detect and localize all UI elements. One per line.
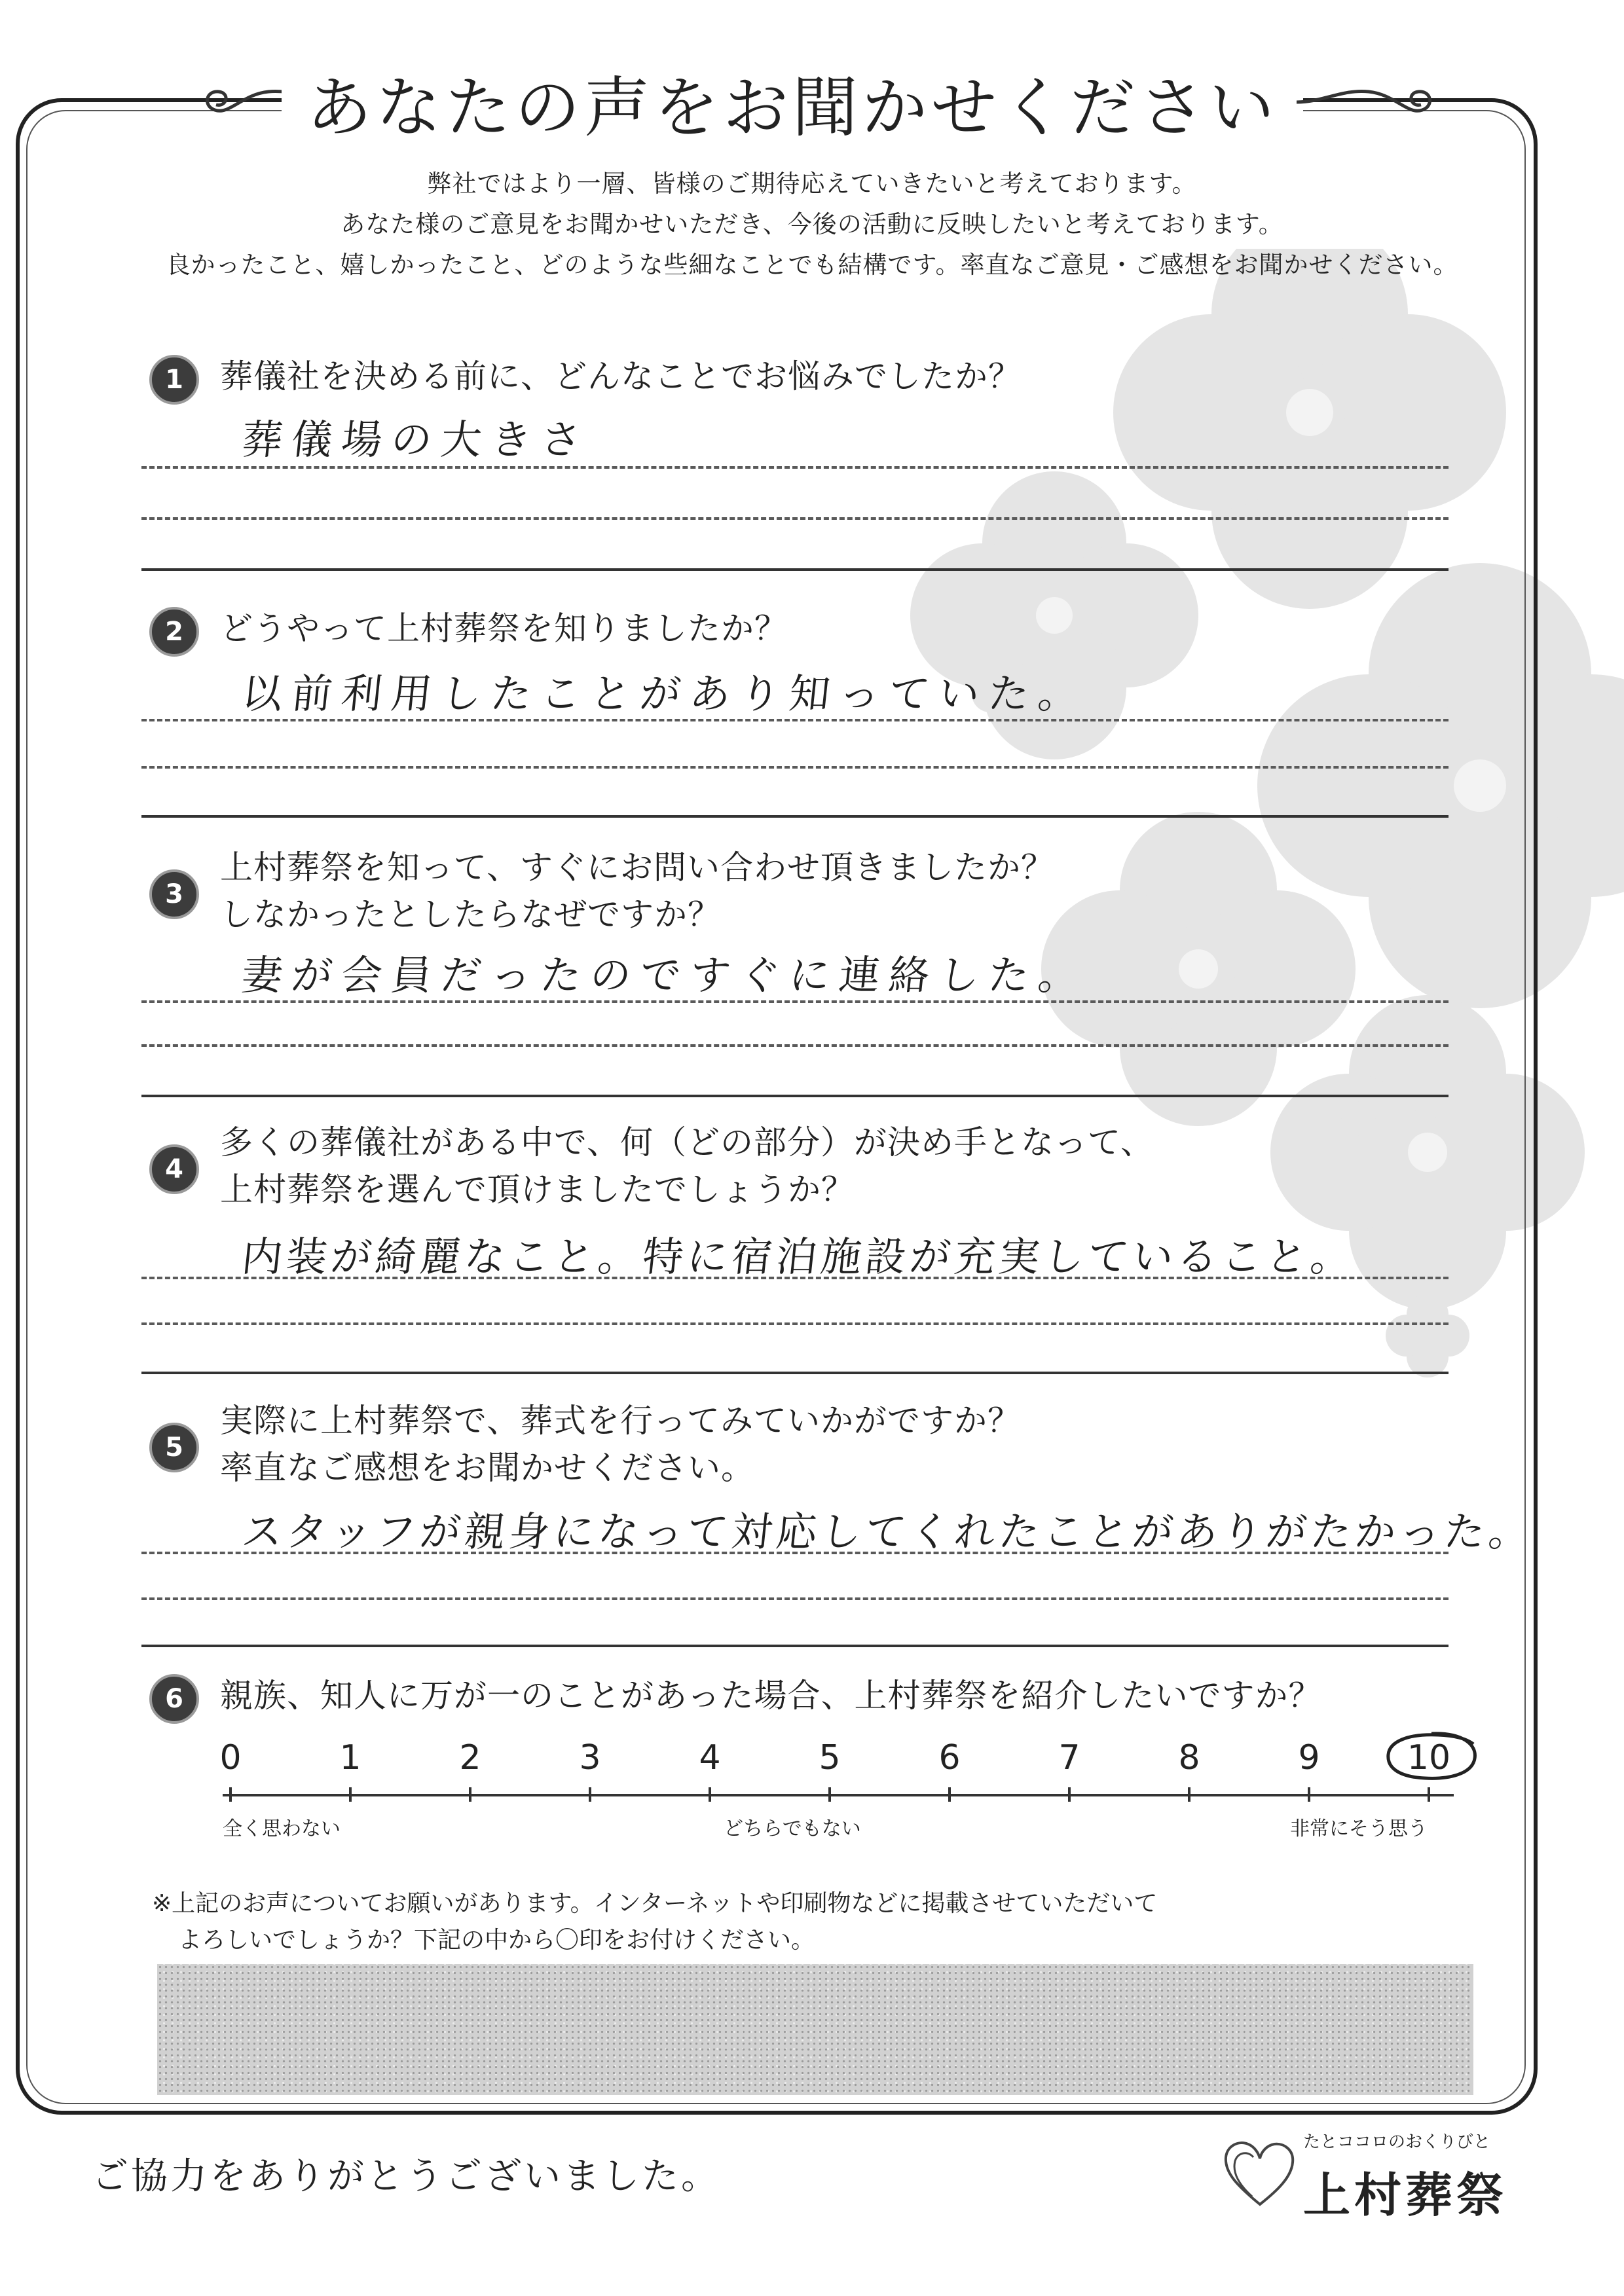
section-divider [141, 815, 1449, 818]
scale-tick [1308, 1787, 1310, 1802]
publication-consent-note [152, 1886, 1157, 1959]
question-text: 上村葬祭を選んで頂けましたでしょうか？ [220, 1171, 855, 1209]
question-text: 葬儀社を決める前に、どんなことでお悩みでしたか？ [220, 357, 1022, 395]
scale-option-0[interactable]: 0 [219, 1738, 242, 1777]
answer-line [141, 1552, 1449, 1554]
scale-tick [709, 1787, 711, 1802]
question-number-badge: 3 [149, 869, 199, 919]
scale-tick [1068, 1787, 1071, 1802]
handwritten-answer-5: スタッフが親身になって対応してくれたことがありがたかった。 [239, 1508, 1536, 1556]
answer-line [141, 766, 1449, 769]
scale-tick [589, 1787, 591, 1802]
scale-tick [948, 1787, 951, 1802]
section-divider [141, 1095, 1449, 1097]
scale-tick [229, 1787, 232, 1802]
scale-tick [469, 1787, 471, 1802]
scale-option-3[interactable]: 3 [579, 1738, 601, 1777]
scale-option-8[interactable]: 8 [1178, 1738, 1200, 1777]
scale-label-mid: どちらでもない [724, 1817, 861, 1840]
answer-line [141, 1597, 1449, 1600]
scale-option-9[interactable]: 9 [1298, 1738, 1320, 1777]
note-line: ※上記のお声についてお願いがあります。インターネットや印刷物などに掲載させていただいて [152, 1890, 1158, 1917]
intro-text [0, 164, 1624, 285]
handwritten-answer-1: 葬儀場の大きさ [239, 416, 593, 464]
question-number-badge: 1 [149, 355, 199, 405]
section-divider [141, 1372, 1449, 1374]
question-text: しなかったとしたらなぜですか？ [220, 896, 721, 934]
scale-option-5[interactable]: 5 [819, 1738, 841, 1777]
scale-tick [1188, 1787, 1190, 1802]
scale-axis [223, 1794, 1454, 1796]
answer-line [141, 1044, 1449, 1047]
question-number-badge: 4 [149, 1144, 199, 1194]
answer-line [141, 517, 1449, 520]
answer-line [141, 466, 1449, 469]
answer-line [141, 719, 1449, 721]
thanks-message: ご協力をありがとうございました。 [92, 2155, 720, 2198]
answer-line [141, 1000, 1449, 1003]
question-text: 親族、知人に万が一のことがあった場合、上村葬祭を紹介したいですか？ [220, 1677, 1322, 1715]
page-title: あなたの声をお聞かせください [282, 65, 1303, 151]
right-flourish-ornament [1290, 76, 1441, 128]
scale-label-low: 全く思わない [223, 1817, 341, 1840]
answer-line [141, 1277, 1449, 1279]
scale-tick [1428, 1787, 1430, 1802]
handwritten-answer-3: 妻が会員だったのですぐに連絡した。 [239, 951, 1091, 999]
handwritten-answer-2: 以前利用したことがあり知っていた。 [239, 670, 1091, 718]
section-divider [141, 1645, 1449, 1647]
scale-tick [828, 1787, 831, 1802]
section-divider [141, 568, 1449, 571]
scale-option-1[interactable]: 1 [339, 1738, 361, 1777]
scale-option-4[interactable]: 4 [699, 1738, 721, 1777]
question-text: どうやって上村葬祭を知りましたか？ [220, 610, 788, 647]
intro-line: あなた様のご意見をお聞かせいただき、今後の活動に反映したいと考えております。 [341, 210, 1283, 238]
rating-scale [216, 1735, 1500, 1853]
question-text: 上村葬祭を知って、すぐにお問い合わせ頂きましたか？ [220, 848, 1054, 886]
scale-option-7[interactable]: 7 [1058, 1738, 1080, 1777]
logo-name: 上村葬祭 [1303, 2168, 1508, 2223]
question-text: 多くの葬儀社がある中で、何（どの部分）が決め手となって、 [220, 1123, 1154, 1161]
handwritten-answer-4: 内装が綺麗なこと。特に宿泊施設が充実していること。 [239, 1233, 1358, 1281]
question-text: 実際に上村葬祭で、葬式を行ってみていかがですか？ [220, 1402, 1021, 1440]
question-number-badge: 6 [149, 1674, 199, 1724]
selected-circle-mark [1383, 1730, 1480, 1782]
redacted-consent-area [157, 1964, 1473, 2095]
intro-line: 弊社ではより一層、皆様のご期待応えていきたいと考えております。 [427, 170, 1197, 198]
scale-label-high: 非常にそう思う [1290, 1817, 1428, 1840]
intro-line: 良かったこと、嬉しかったこと、どのような些細なことでも結構です。率直なご意見・ご感想をお聞かせください。 [166, 251, 1458, 279]
question-number-badge: 5 [149, 1423, 199, 1472]
scale-tick [349, 1787, 352, 1802]
note-line: よろしいでしょうか？下記の中から〇印をお付けください。 [178, 1927, 815, 1954]
scale-option-2[interactable]: 2 [459, 1738, 481, 1777]
scale-option-10[interactable]: 10 [1407, 1738, 1451, 1777]
company-logo [1218, 2124, 1526, 2229]
question-number-badge: 2 [149, 607, 199, 657]
logo-tagline: たとココロのおくりびと [1303, 2132, 1491, 2152]
question-text: 率直なご感想をお聞かせください。 [220, 1449, 754, 1487]
scale-option-6[interactable]: 6 [938, 1738, 961, 1777]
answer-line [141, 1322, 1449, 1325]
heart-logo-icon [1218, 2131, 1303, 2216]
